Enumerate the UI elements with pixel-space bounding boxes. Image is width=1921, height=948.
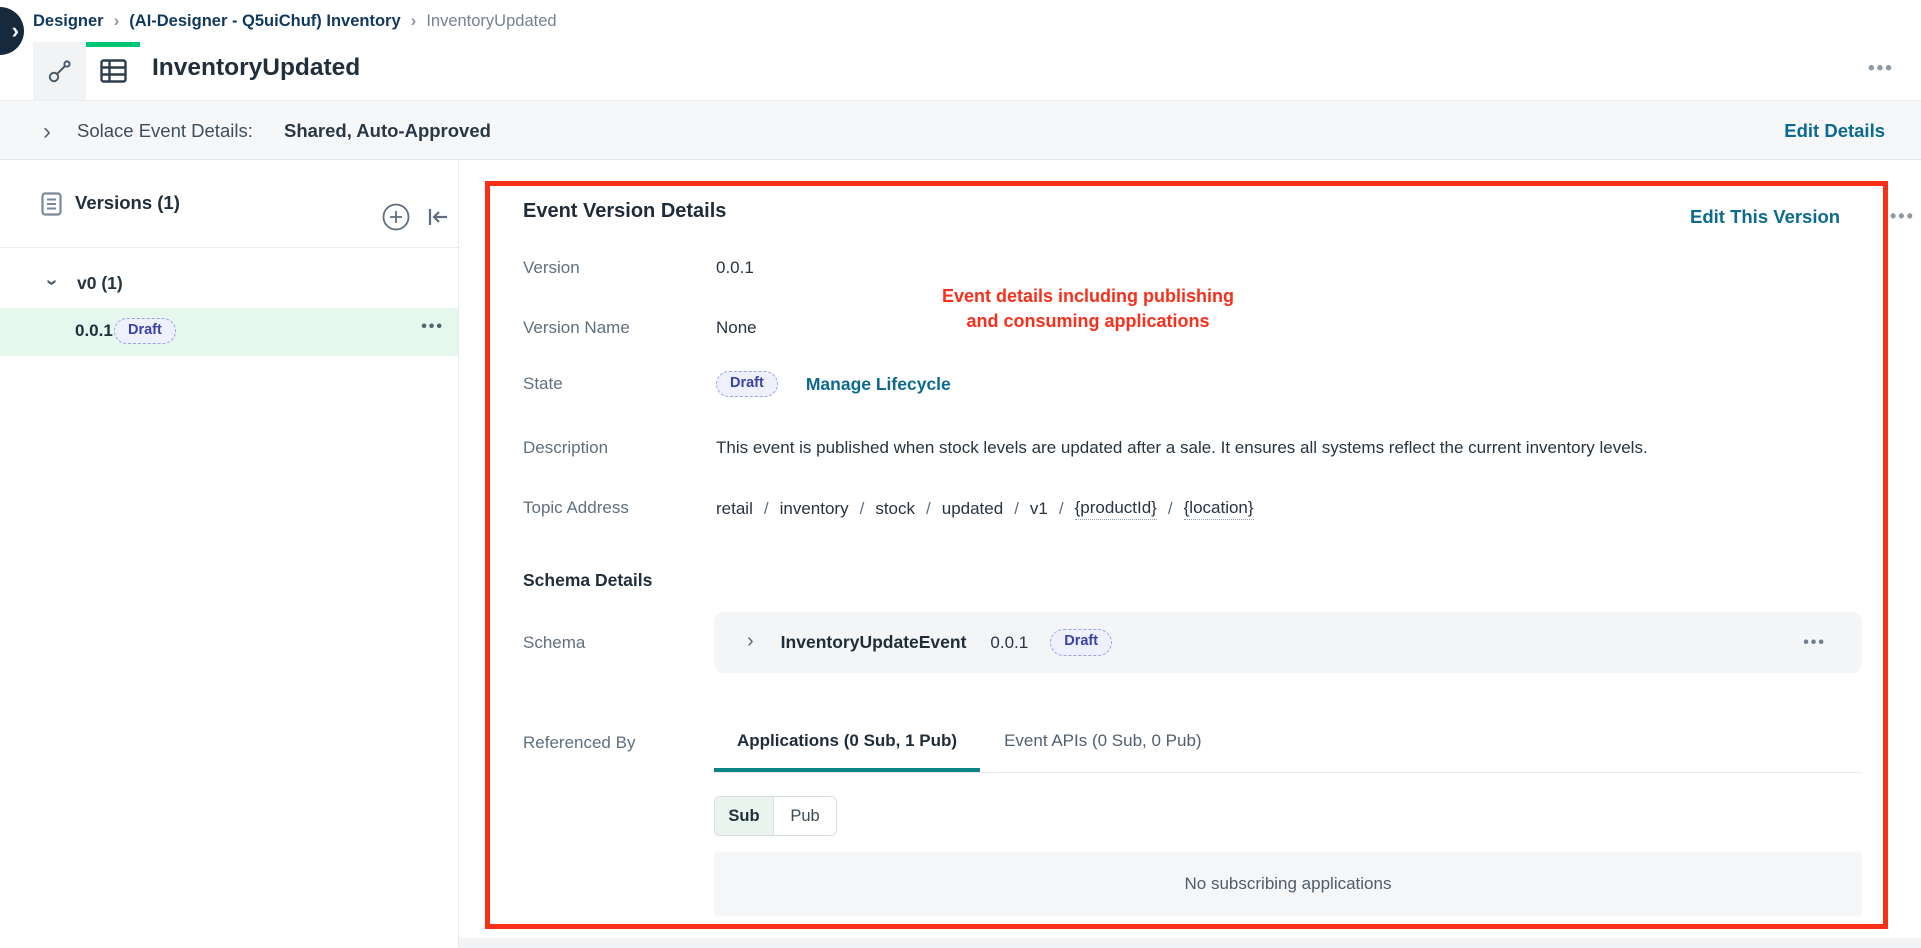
schema-state-badge: Draft	[1050, 629, 1112, 655]
field-row-state	[523, 371, 951, 397]
active-tab-indicator	[86, 42, 140, 47]
annotation-text	[888, 284, 1288, 334]
next-section-edge	[459, 938, 1921, 948]
annotation-line: and consuming applications	[966, 311, 1210, 331]
edit-this-version-link[interactable]: Edit This Version	[1690, 206, 1841, 227]
version-group-row[interactable]	[0, 262, 458, 308]
topic-separator: /	[859, 499, 865, 518]
topic-variable-segment: {location}	[1184, 498, 1254, 520]
version-number: 0.0.1	[75, 321, 113, 340]
breadcrumb	[33, 11, 557, 31]
topic-separator: /	[763, 499, 769, 518]
add-version-button[interactable]	[382, 203, 410, 231]
version-group-label: v0 (1)	[77, 273, 123, 293]
toggle-pub-button[interactable]: Pub	[774, 797, 836, 835]
schema-field-label: Schema	[523, 633, 586, 652]
table-icon	[100, 59, 127, 83]
annotation-line: Event details including publishing	[941, 286, 1235, 306]
referenced-by-label: Referenced By	[523, 733, 636, 752]
sidebar-divider	[458, 160, 459, 948]
more-menu-icon[interactable]: •••	[1868, 58, 1894, 79]
expand-details-chevron-icon[interactable]: ›	[43, 118, 51, 145]
more-menu-icon[interactable]: •••	[1803, 633, 1826, 651]
topic-separator: /	[1167, 499, 1173, 518]
topic-variable-segment: {productId}	[1075, 498, 1157, 520]
field-label: State	[523, 374, 563, 394]
expand-schema-chevron-icon[interactable]: ›	[747, 630, 754, 652]
graph-icon	[47, 58, 73, 84]
schema-version: 0.0.1	[990, 632, 1029, 652]
field-value: None	[716, 318, 757, 337]
chevron-right-icon: ›	[11, 18, 19, 43]
panel-title: Event Version Details	[523, 200, 727, 222]
breadcrumb-current: InventoryUpdated	[426, 11, 557, 30]
topic-separator: /	[1058, 499, 1064, 518]
tab-table-view[interactable]	[86, 42, 140, 100]
referenced-by-tabs	[714, 731, 1212, 772]
topic-segment: inventory	[779, 499, 849, 518]
field-row-description	[523, 438, 1648, 458]
page-title: InventoryUpdated	[152, 54, 361, 81]
field-value: This event is published when stock levels are updated after a sale. It ensures all systems reflect the current inventory levels.	[716, 438, 1648, 457]
topic-segment: updated	[941, 499, 1004, 518]
field-value: 0.0.1	[716, 258, 754, 277]
chevron-down-icon[interactable]: ›	[40, 279, 63, 286]
annotation-rectangle	[485, 181, 1888, 929]
breadcrumb-separator-icon: ›	[113, 11, 120, 30]
field-row-version-name	[523, 318, 757, 338]
topic-segment: retail	[716, 499, 753, 518]
more-menu-icon[interactable]: •••	[1890, 206, 1915, 226]
event-details-value: Shared, Auto-Approved	[284, 120, 491, 141]
topic-separator: /	[1014, 499, 1019, 518]
breadcrumb-separator-icon: ›	[410, 11, 417, 30]
toggle-sub-button[interactable]: Sub	[715, 797, 774, 835]
expand-drawer-button[interactable]	[0, 7, 24, 55]
more-menu-icon[interactable]: •••	[421, 318, 444, 335]
field-label: Version Name	[523, 318, 630, 337]
empty-state-message: No subscribing applications	[714, 852, 1862, 916]
topic-segment: v1	[1029, 499, 1048, 518]
topic-segment: stock	[875, 499, 915, 518]
field-label: Version	[523, 258, 580, 277]
topic-separator: /	[926, 499, 931, 518]
manage-lifecycle-link[interactable]: Manage Lifecycle	[805, 373, 951, 394]
version-list-item-selected[interactable]	[0, 308, 458, 356]
version-state-badge: Draft	[114, 318, 176, 344]
state-badge: Draft	[716, 371, 778, 397]
event-details-label: Solace Event Details:	[77, 120, 253, 141]
schema-name: InventoryUpdateEvent	[780, 632, 967, 652]
field-label: Description	[523, 438, 609, 457]
breadcrumb-designer[interactable]: Designer	[33, 11, 104, 30]
field-row-topic-address	[523, 498, 1254, 520]
edit-details-link[interactable]: Edit Details	[1784, 120, 1885, 141]
sub-pub-toggle	[714, 796, 837, 836]
schema-row[interactable]	[714, 612, 1862, 673]
versions-title: Versions (1)	[75, 192, 180, 213]
tab-event-apis[interactable]: Event APIs (0 Sub, 0 Pub)	[1004, 731, 1202, 750]
collapse-sidebar-button[interactable]	[426, 205, 450, 229]
event-details-bar	[0, 100, 1921, 160]
schema-details-heading: Schema Details	[523, 570, 653, 590]
field-label: Topic Address	[523, 498, 629, 517]
tabs-divider	[714, 772, 1862, 773]
breadcrumb-application-domain[interactable]: (AI-Designer - Q5uiChuf) Inventory	[129, 11, 401, 30]
tab-applications[interactable]: Applications (0 Sub, 1 Pub)	[714, 731, 980, 772]
tab-graph-view[interactable]	[33, 42, 86, 100]
field-row-version	[523, 258, 754, 278]
topic-address-value	[716, 498, 1254, 520]
versions-list-icon	[41, 192, 62, 216]
